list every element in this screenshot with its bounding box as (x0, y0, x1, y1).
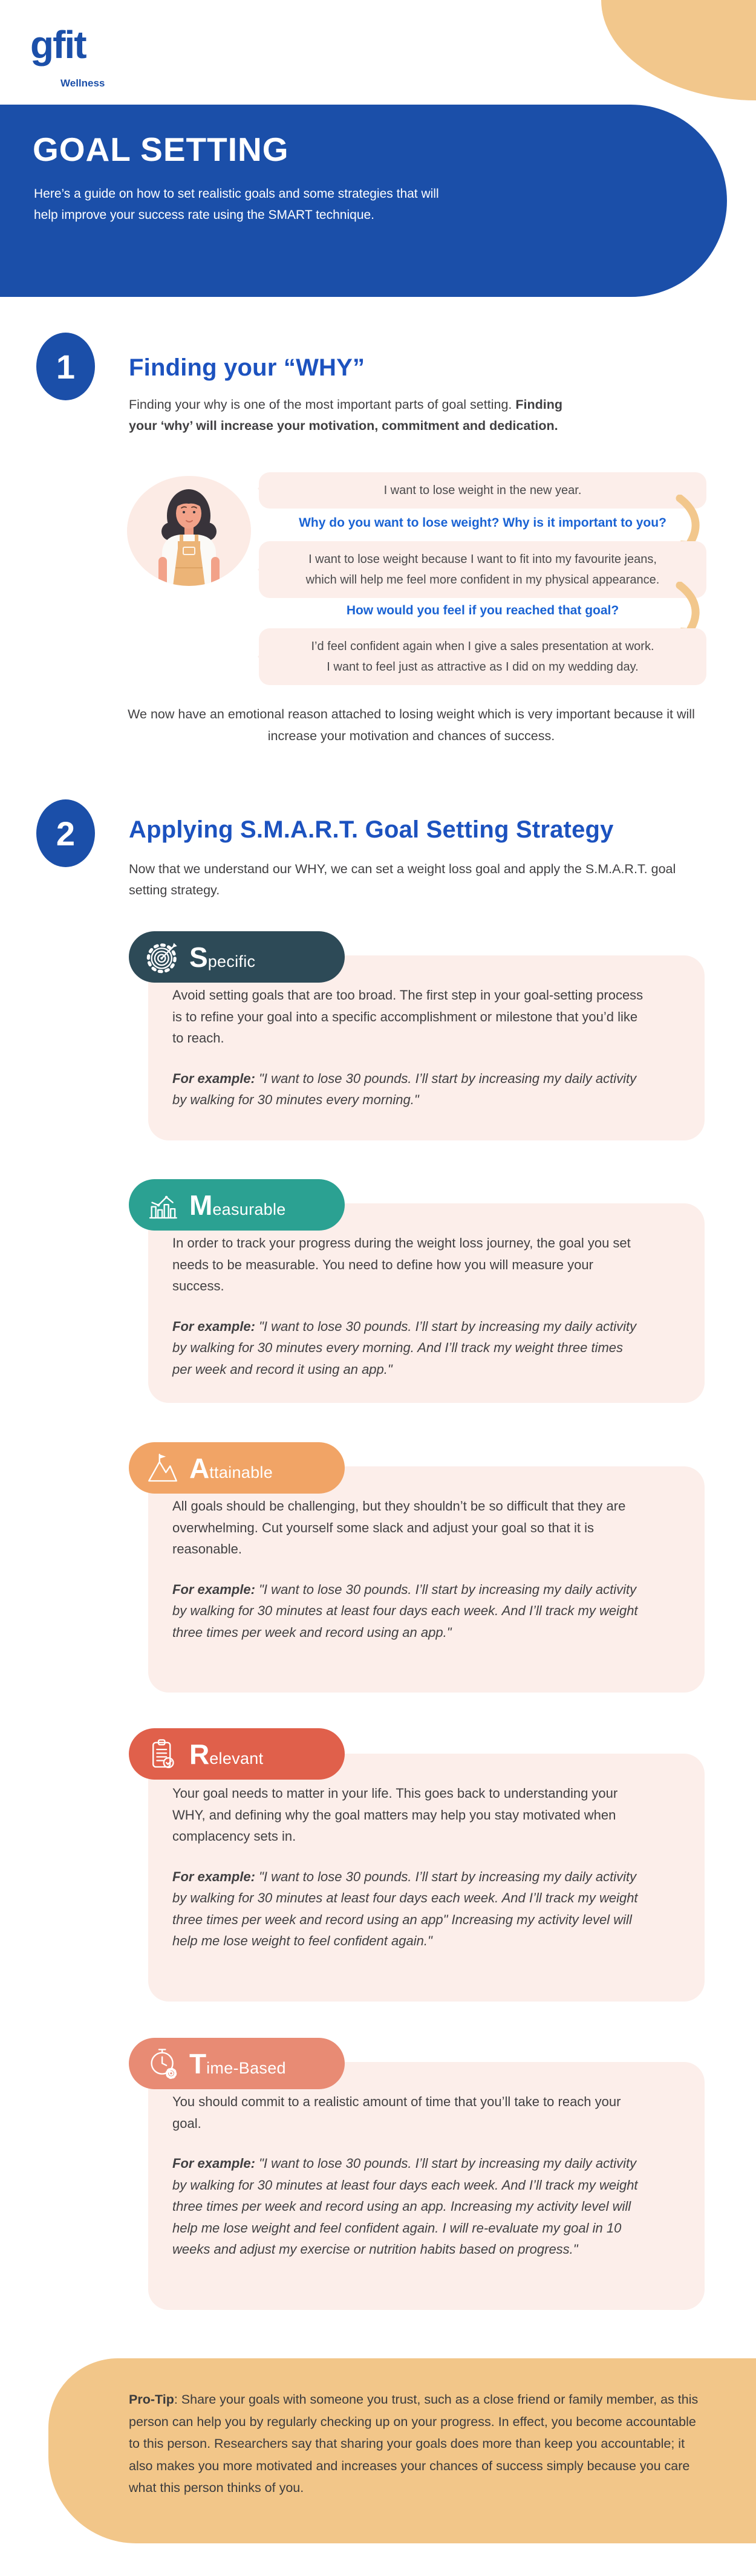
card-example (172, 2153, 644, 2260)
card-example (172, 1316, 644, 1381)
card-title-initial: A (189, 1452, 210, 1484)
mountain-flag-icon (146, 1451, 180, 1485)
card-description: You should commit to a realistic amount of time that you’ll take to reach your goal. (172, 2094, 621, 2131)
example-text: "I want to lose 30 pounds. I’ll start by increasing my daily activity by walking for 30 minutes at least four days each week. And I’ll track my weight three times per week and record using an app. Increasing my activity level will help me lose weight and feel confident again. I will re-evaluate my goal in 10 weeks and adjust my exercise or nutrition habits based on progress." (172, 2156, 638, 2257)
card-title-rest: elevant (209, 1749, 264, 1768)
coach-question-2: How would you feel if you reached that goal? (346, 603, 619, 617)
card-body-measurable (148, 1203, 705, 1403)
gfit-logo-tagline: Wellness (60, 77, 105, 89)
card-title-initial: T (189, 2047, 207, 2080)
card-title-rest: ttainable (209, 1463, 273, 1482)
card-title (189, 1738, 263, 1771)
card-body-time-based (148, 2062, 705, 2310)
example-text: "I want to lose 30 pounds. I’ll start by increasing my daily activity by walking for 30 minutes at least four days each week. And I’ll track my weight three times per week and record using an app" Increasing my activity level will help me lose weight to feel confident again." (172, 1869, 638, 1948)
example-text: "I want to lose 30 pounds. I’ll start by increasing my daily activity by walking for 30 minutes at least four days each week. And I’ll track my weight three times per week and record using an app." (172, 1581, 638, 1640)
card-title-rest: pecific (207, 952, 256, 971)
bar-chart-icon (146, 1188, 180, 1222)
pro-tip-text (129, 2389, 706, 2499)
section-2-title: Applying S.M.A.R.T. Goal Setting Strategy (129, 816, 614, 843)
chat-bubble-2-line-1: I want to lose weight because I want to fit into my favourite jeans, (308, 553, 657, 566)
card-example (172, 1068, 644, 1111)
card-title-rest: easurable (212, 1200, 286, 1218)
card-example (172, 1866, 644, 1952)
example-label: For example: (172, 1318, 255, 1334)
card-description: Your goal needs to matter in your life. This goes back to understanding your WHY, and defining why the goal matters may help you stay motivated when complacency sets in. (172, 1786, 618, 1844)
subtitle-line-2: help improve your success rate using the SMART technique. (34, 208, 375, 222)
chat-bubble-2 (259, 541, 706, 598)
section-2-intro: Now that we understand our WHY, we can set a weight loss goal and apply the S.M.A.R.T. goal setting strategy. (129, 862, 676, 897)
card-title (189, 1189, 286, 1221)
example-text: "I want to lose 30 pounds. I’ll start by increasing my daily activity by walking for 30 minutes every morning. And I’ll track my weight three times per week and record it using an app." (172, 1318, 637, 1377)
chat-bubble-2-line-2: which will help me feel more confident in my physical appearance. (305, 573, 660, 587)
subtitle-line-1: Here’s a guide on how to set realistic goals and some strategies that will (34, 187, 439, 201)
clipboard-check-icon (146, 1737, 180, 1771)
section-1-conclusion: We now have an emotional reason attached to losing weight which is very important because it will increase your motivation and chances of success. (128, 707, 695, 743)
stopwatch-gear-icon (146, 2047, 180, 2081)
chat-bubble-1-text: I want to lose weight in the new year. (383, 484, 582, 497)
smart-pill-attainable (129, 1442, 345, 1494)
target-gear-icon (146, 940, 180, 974)
card-body-attainable (148, 1466, 705, 1693)
card-title (189, 1452, 273, 1485)
page-subtitle (34, 183, 727, 226)
example-label: For example: (172, 1869, 255, 1884)
chat-bubble-3 (259, 628, 706, 685)
pro-tip-body: : Share your goals with someone you trust, such as a close friend or family member, as this person can help you by regularly checking up on your progress. In effect, you become accountable to this person. Researchers say that sharing your goals does more than keep you accountable; it also makes you more motivated and increases your chances of success simply because you care what this person thinks of you. (129, 2392, 699, 2495)
corner-blob-decoration (601, 0, 756, 100)
section-2-number-badge: 2 (36, 799, 95, 867)
card-title (189, 2047, 286, 2080)
card-example (172, 1579, 644, 1644)
section-1-number-badge: 1 (36, 333, 95, 400)
chat-bubble-3-line-1: I’d feel confident again when I give a sales presentation at work. (311, 640, 654, 653)
example-label: For example: (172, 1581, 255, 1597)
card-description: In order to track your progress during the weight loss journey, the goal you set needs to be measurable. You need to define how you will measure your success. (172, 1235, 631, 1293)
card-title-initial: S (189, 941, 208, 973)
example-text: "I want to lose 30 pounds. I’ll start by increasing my daily activity by walking for 30 minutes every morning." (172, 1070, 637, 1107)
coach-question-1: Why do you want to lose weight? Why is it important to you? (299, 516, 666, 530)
section-1-title: Finding your “WHY” (129, 354, 365, 381)
example-label: For example: (172, 2156, 255, 2171)
smart-pill-relevant (129, 1728, 345, 1780)
section-1-intro-bold-2: your ‘why’ will increase your motivation, commitment and dedication. (129, 418, 558, 433)
card-description: Avoid setting goals that are too broad. The first step in your goal-setting process is to refine your goal into a specific accomplishment or milestone that you’d like to reach. (172, 987, 644, 1046)
gfit-logo: gfit (30, 23, 86, 67)
smart-pill-time-based (129, 2038, 345, 2089)
smart-pill-measurable (129, 1179, 345, 1231)
page-title: GOAL SETTING (33, 131, 289, 168)
card-body-specific (148, 955, 705, 1140)
woman-avatar-illustration (127, 476, 251, 586)
section-1-intro (129, 394, 700, 437)
card-body-relevant (148, 1754, 705, 2002)
header-banner (0, 105, 727, 297)
card-description: All goals should be challenging, but they shouldn’t be so difficult that they are overwhelming. Cut yourself some slack and adjust your goal so that it is reasonable. (172, 1498, 626, 1556)
pro-tip-label: Pro-Tip (129, 2392, 174, 2407)
pro-tip-box (48, 2358, 756, 2543)
card-title (189, 941, 255, 974)
chat-bubble-1 (259, 472, 706, 509)
card-title-rest: ime-Based (206, 2058, 286, 2077)
example-label: For example: (172, 1070, 255, 1086)
smart-pill-specific (129, 931, 345, 983)
card-title-initial: R (189, 1738, 210, 1770)
section-1-intro-bold-1: Finding (515, 397, 562, 412)
card-title-initial: M (189, 1189, 213, 1221)
chat-bubble-3-line-2: I want to feel just as attractive as I did on my wedding day. (327, 660, 639, 674)
woman-avatar-art (127, 476, 251, 586)
section-1-intro-normal: Finding your why is one of the most important parts of goal setting. (129, 397, 516, 412)
